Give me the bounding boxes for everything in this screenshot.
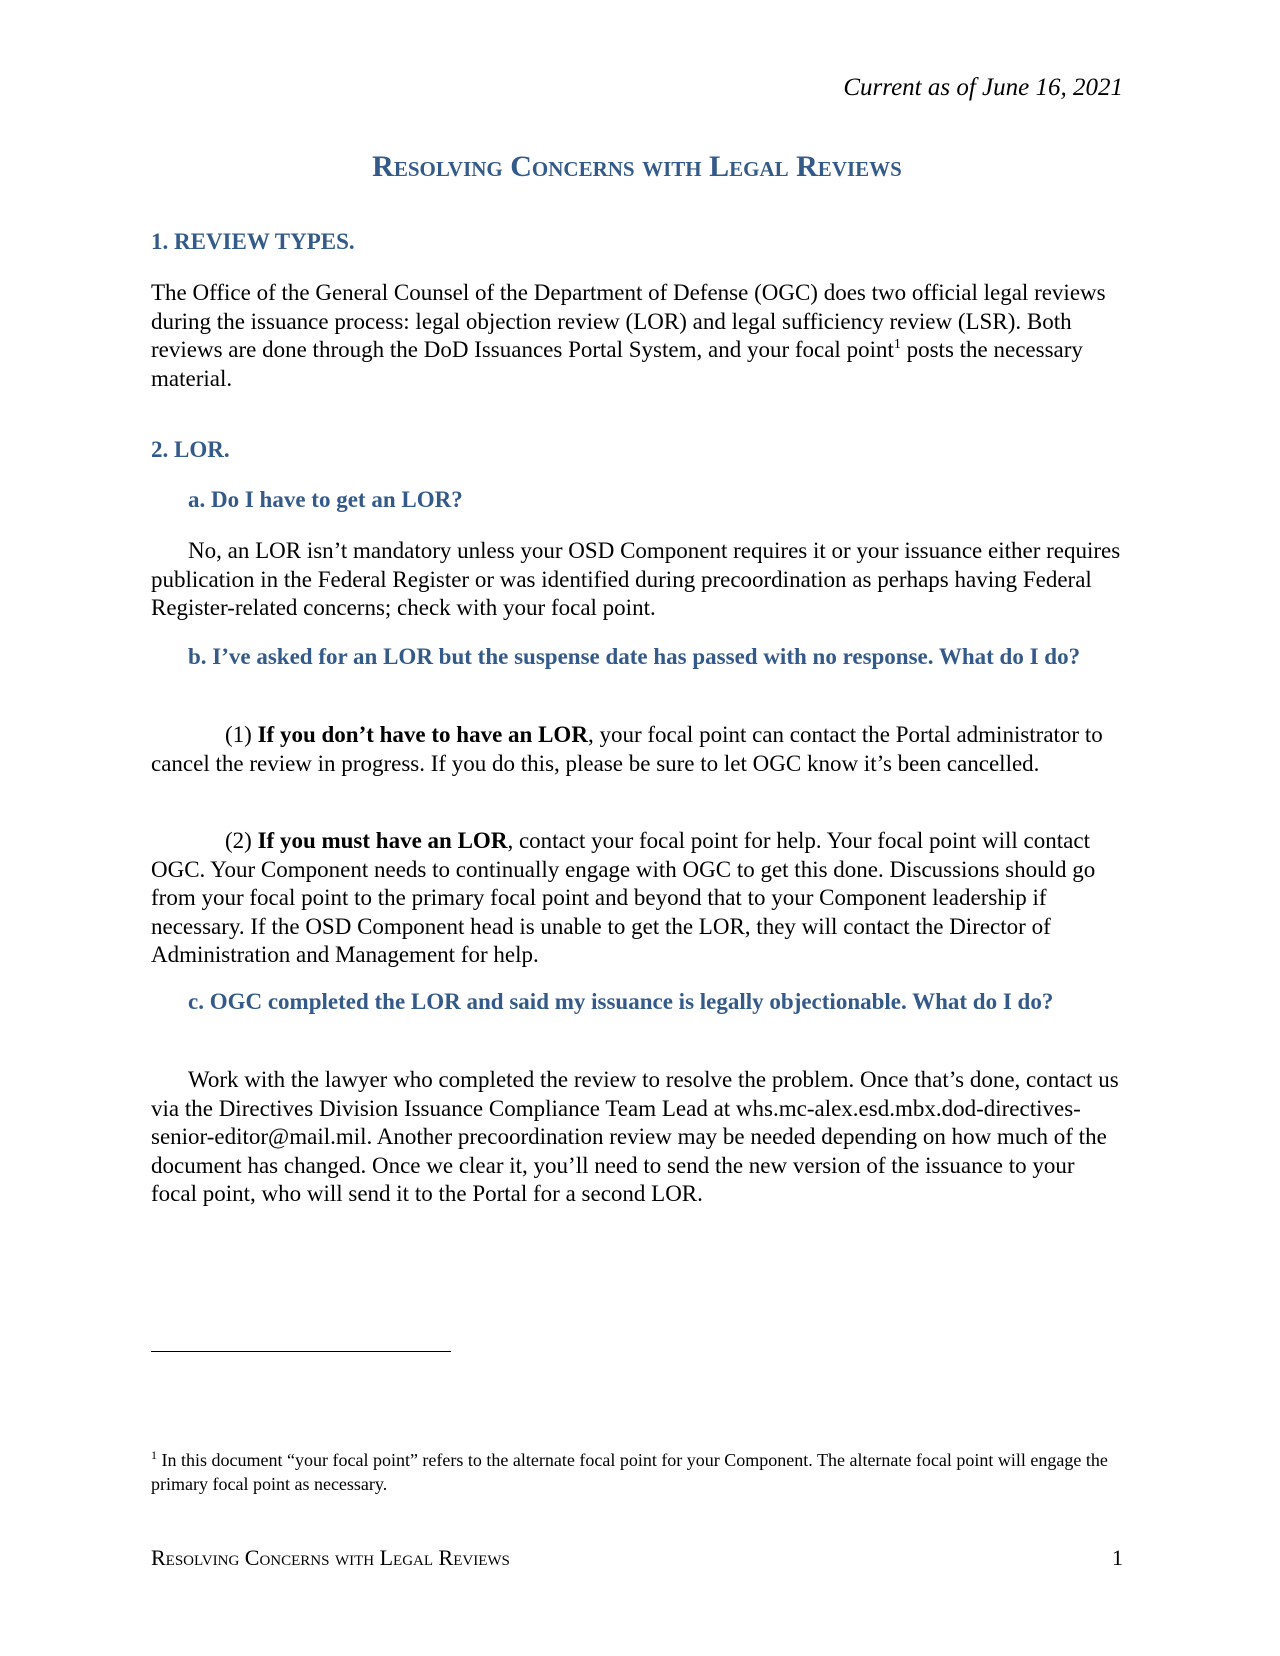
question-c: c. OGC completed the LOR and said my issuance is legally objectionable. What do I do? bbox=[188, 989, 1054, 1014]
document-title: Resolving Concerns with Legal Reviews bbox=[372, 150, 902, 183]
item-2-lead: If you must have an LOR bbox=[257, 828, 508, 853]
current-as-of-date: Current as of June 16, 2021 bbox=[843, 74, 1123, 101]
item-1-text: , your focal point can contact the Portal administrator to cancel the review in progress. If you do this, please be sure to let OGC know it’s been cancelled. bbox=[151, 722, 1103, 776]
answer-b-item-2 bbox=[151, 827, 1123, 970]
item-2-text: , contact your focal point for help. Your focal point will contact OGC. Your Component needs to continually engage with OGC to get this done. Discussions should go from your focal point to the primary focal point and beyond that to your Component leadership if necessary. If the OSD Component head is unable to get the LOR, they will contact the Director of Administration and Management for help. bbox=[151, 828, 1096, 967]
section-1-paragraph bbox=[151, 279, 1123, 393]
answer-b-item-1 bbox=[151, 721, 1123, 778]
question-a: a. Do I have to get an LOR? bbox=[188, 487, 463, 512]
footnote-reference[interactable]: 1 bbox=[893, 337, 901, 352]
footer-title: Resolving Concerns with Legal Reviews bbox=[151, 1545, 510, 1570]
item-1-number: (1) bbox=[225, 722, 258, 747]
footnote-separator bbox=[151, 1351, 451, 1352]
section-1-text-end: posts the necessary material. bbox=[151, 337, 1083, 391]
document-page bbox=[151, 0, 1123, 1656]
section-2-heading: 2. LOR. bbox=[151, 437, 230, 462]
item-2-number: (2) bbox=[225, 828, 258, 853]
answer-a: No, an LOR isn’t mandatory unless your OSD Component requires it or your issuance either requires publication in the Federal Register or was identified during precoordination as perhaps having Federal Register-related concerns; check with your focal point. bbox=[151, 538, 1121, 620]
footnote bbox=[151, 1448, 1123, 1496]
section-1-heading: 1. REVIEW TYPES. bbox=[151, 229, 355, 254]
question-b: b. I’ve asked for an LOR but the suspense date has passed with no response. What do I do? bbox=[188, 644, 1081, 669]
answer-c: Work with the lawyer who completed the review to resolve the problem. Once that’s done, contact us via the Directives Division Issuance Compliance Team Lead at whs.mc-alex.esd.mbx.dod-directives-senior-editor@mail.mil. Another precoordination review may be needed depending on how much of the document has changed. Once we clear it, you’ll need to send the new version of the issuance to your focal point, who will send it to the Portal for a second LOR. bbox=[151, 1067, 1119, 1206]
item-1-lead: If you don’t have to have an LOR bbox=[257, 722, 588, 747]
page-number: 1 bbox=[1112, 1545, 1123, 1570]
footnote-number: 1 bbox=[151, 1448, 157, 1462]
footnote-text: In this document “your focal point” refers to the alternate focal point for your Component. The alternate focal point will engage the primary focal point as necessary. bbox=[151, 1450, 1108, 1494]
section-1-text: The Office of the General Counsel of the Department of Defense (OGC) does two official legal reviews during the issuance process: legal objection review (LOR) and legal sufficiency review (LSR). Both reviews are done through the DoD Issuances Portal System, and your focal point bbox=[151, 280, 1106, 362]
